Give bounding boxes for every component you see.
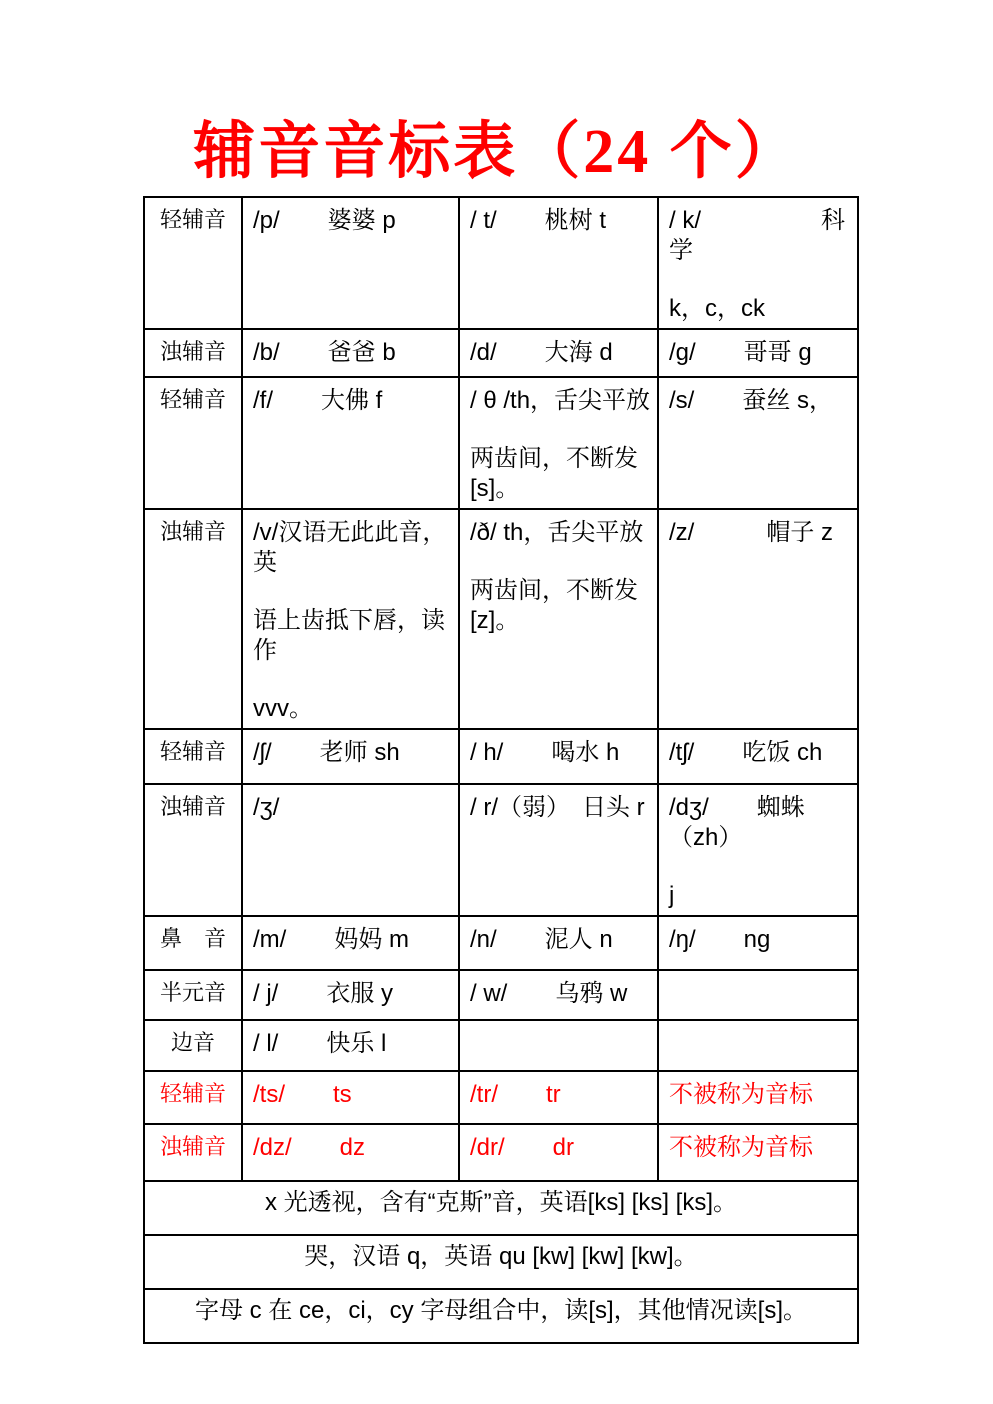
cell-text-line: /ʃ/ 老师 sh [253, 739, 400, 766]
cell-text-line: /v/汉语无此此音，英 [253, 519, 447, 576]
phoneme-cell [242, 197, 459, 329]
cell-text-line: /b/ 爸爸 b [253, 339, 396, 366]
phoneme-cell [459, 970, 658, 1020]
note-text: 字母 c 在 ce，ci，cy 字母组合中，读[s]，其他情况读[s]。 [144, 1289, 858, 1343]
row-category-label: 浊辅音 [144, 329, 242, 377]
phoneme-cell [459, 377, 658, 509]
phoneme-cell [658, 197, 858, 329]
page-title: 辅音音标表（24 个） [193, 118, 800, 186]
cell-text-line: vvv。 [253, 695, 313, 722]
table-row [144, 197, 858, 329]
phoneme-cell [242, 377, 459, 509]
row-category-label: 浊辅音 [144, 509, 242, 729]
cell-text-line: / θ /th，舌尖平放 [470, 387, 651, 414]
cell-text-line: /p/ 婆婆 p [253, 207, 396, 234]
cell-text-line: /s/ 蚕丝 s， [669, 387, 834, 414]
phoneme-cell [459, 509, 658, 729]
cell-text-line: /n/ 泥人 n [470, 926, 613, 953]
cell-text-line: / l/ 快乐 l [253, 1030, 387, 1057]
cell-text-line: /m/ 妈妈 m [253, 926, 409, 953]
cell-text-line: k，c，ck [669, 295, 765, 322]
cell-text-line: j [669, 882, 675, 909]
phoneme-cell [242, 784, 459, 916]
cell-text-line: 不被称为音标 [669, 1081, 813, 1108]
cell-text-line: / j/ 衣服 y [253, 980, 394, 1007]
cell-text-line: /ð/ th，舌尖平放 [470, 519, 644, 546]
phoneme-cell [242, 1071, 459, 1124]
table-row [144, 509, 858, 729]
note-row [144, 1289, 858, 1343]
consonant-table [143, 196, 859, 1344]
phoneme-cell [658, 1124, 858, 1181]
row-category-label: 鼻 音 [144, 916, 242, 970]
phoneme-cell [242, 916, 459, 970]
cell-text-line: /ts/ ts [253, 1081, 352, 1108]
cell-text-line: 不被称为音标 [669, 1134, 813, 1161]
cell-text-line: 语上齿抵下唇，读作 [253, 607, 445, 664]
cell-text-line: /g/ 哥哥 g [669, 339, 812, 366]
phoneme-cell [459, 1020, 658, 1071]
row-category-label: 轻辅音 [144, 377, 242, 509]
phoneme-cell [459, 784, 658, 916]
cell-text-line: / t/ 桃树 t [470, 207, 607, 234]
cell-text-line: / r/（弱） 日头 r [470, 794, 645, 821]
table-row [144, 729, 858, 784]
row-category-label: 轻辅音 [144, 1071, 242, 1124]
phoneme-cell [658, 729, 858, 784]
row-category-label: 轻辅音 [144, 197, 242, 329]
row-category-label: 半元音 [144, 970, 242, 1020]
note-row [144, 1235, 858, 1289]
table-row [144, 784, 858, 916]
phoneme-cell [242, 329, 459, 377]
phoneme-cell [242, 729, 459, 784]
phoneme-cell [459, 197, 658, 329]
row-category-label: 浊辅音 [144, 1124, 242, 1181]
cell-text-line: /ŋ/ ng [669, 926, 771, 953]
phoneme-cell [242, 509, 459, 729]
note-row [144, 1181, 858, 1235]
phoneme-cell [242, 1124, 459, 1181]
phoneme-cell [459, 1071, 658, 1124]
phoneme-cell [658, 784, 858, 916]
cell-text-line: 两齿间，不断发[s]。 [470, 445, 638, 502]
phoneme-cell [459, 1124, 658, 1181]
table-row [144, 1071, 858, 1124]
cell-text-line: /tʃ/ 吃饭 ch [669, 739, 823, 766]
phoneme-cell [459, 916, 658, 970]
phoneme-cell [658, 970, 858, 1020]
phoneme-cell [459, 329, 658, 377]
row-category-label: 边音 [144, 1020, 242, 1071]
row-category-label: 浊辅音 [144, 784, 242, 916]
cell-text-line: 两齿间，不断发[z]。 [470, 577, 638, 634]
cell-text-line: / w/ 乌鸦 w [470, 980, 628, 1007]
cell-text-line: /dʒ/ 蜘蛛（zh） [669, 794, 805, 851]
table-row [144, 1124, 858, 1181]
cell-text-line: / h/ 喝水 h [470, 739, 620, 766]
cell-text-line: /f/ 大佛 f [253, 387, 383, 414]
table-row [144, 1020, 858, 1071]
note-text: 哭，汉语 q，英语 qu [kw] [kw] [kw]。 [144, 1235, 858, 1289]
phoneme-cell [242, 970, 459, 1020]
phoneme-cell [658, 1071, 858, 1124]
table-row [144, 377, 858, 509]
phoneme-cell [459, 729, 658, 784]
note-text: x 光透视，含有“克斯”音，英语[ks] [ks] [ks]。 [144, 1181, 858, 1235]
cell-text-line: /z/ 帽子 z [669, 519, 834, 546]
phoneme-cell [658, 1020, 858, 1071]
phoneme-cell [658, 377, 858, 509]
phoneme-cell [658, 916, 858, 970]
phoneme-cell [242, 1020, 459, 1071]
cell-text-line: / k/ 科学 [669, 207, 846, 264]
row-category-label: 轻辅音 [144, 729, 242, 784]
phoneme-cell [658, 509, 858, 729]
cell-text-line: /d/ 大海 d [470, 339, 613, 366]
table-row [144, 970, 858, 1020]
cell-text-line: /dr/ dr [470, 1134, 575, 1161]
table-row [144, 916, 858, 970]
phoneme-cell [658, 329, 858, 377]
cell-text-line: /dz/ dz [253, 1134, 366, 1161]
cell-text-line: /ʒ/ [253, 794, 280, 821]
table-row [144, 329, 858, 377]
cell-text-line: /tr/ tr [470, 1081, 561, 1108]
